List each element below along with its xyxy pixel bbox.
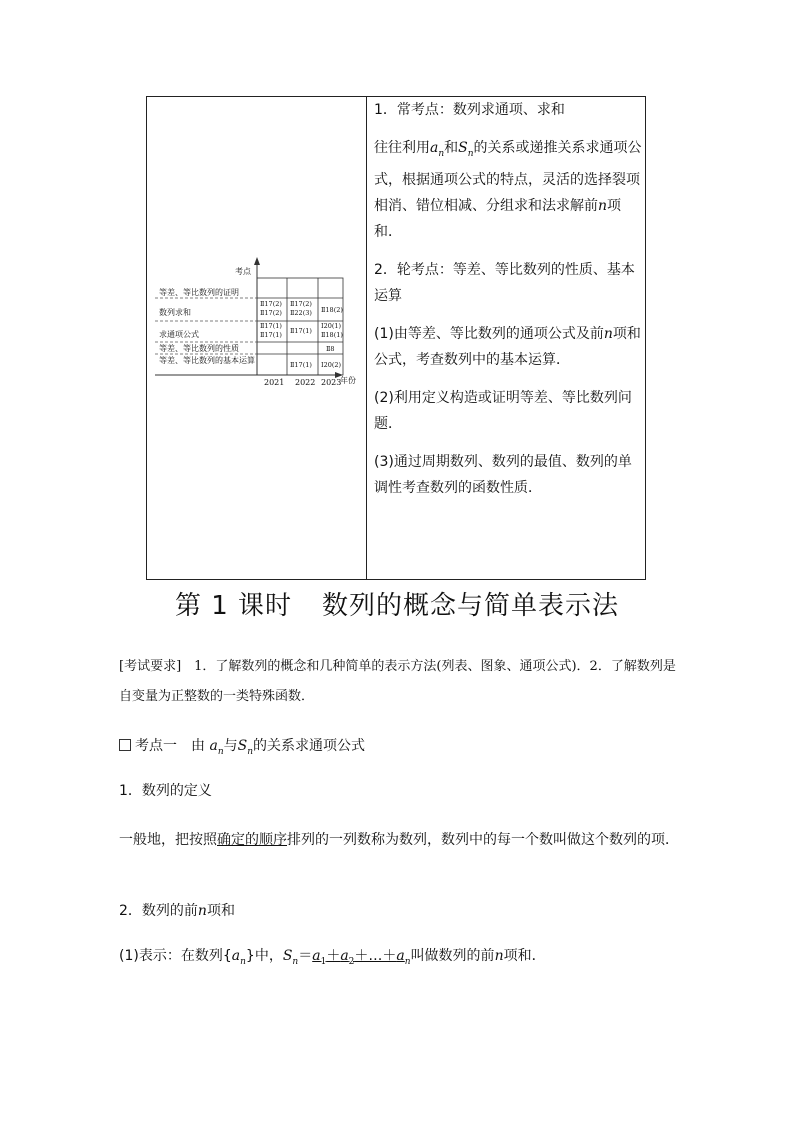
cell-3-2: Ⅱ8 bbox=[326, 345, 335, 353]
frequent-topic-heading: 1．常考点：数列求通项、求和 bbox=[374, 102, 565, 118]
exam-analysis-cell bbox=[374, 97, 644, 501]
section-partial-sum-heading: 2．数列的前n项和 bbox=[119, 903, 235, 919]
row-label-2: 求通项公式 bbox=[159, 330, 199, 339]
cell-2-1: Ⅱ17(1) bbox=[290, 327, 312, 335]
overview-table bbox=[146, 96, 646, 580]
rotating-topic-heading: 2．轮考点：等差、等比数列的性质、基本运算 bbox=[374, 261, 635, 304]
year-2: 2023 bbox=[321, 378, 342, 387]
cell-1-1b: Ⅱ22(3) bbox=[290, 309, 312, 317]
exam-chart-cell bbox=[147, 97, 366, 579]
topic-box-icon bbox=[119, 739, 131, 751]
column-divider bbox=[366, 97, 367, 579]
definition-paragraph: 一般地，把按照确定的顺序排列的一列数称为数列，数列中的每一个数叫做这个数列的项． bbox=[119, 832, 679, 848]
cell-1-2: Ⅱ18(2) bbox=[321, 306, 343, 314]
y-axis-arrow bbox=[254, 257, 260, 265]
lesson-number: 第 1 课时 bbox=[174, 591, 293, 621]
rotating-topic-item-3: (3)通过周期数列、数列的最值、数列的单调性考查数列的函数性质． bbox=[374, 453, 632, 496]
row-label-1: 数列求和 bbox=[159, 308, 191, 317]
page-title bbox=[0, 585, 794, 622]
partial-sum-definition: (1)表示：在数列$\{a_n\}$中，$S_n=a_1+a_2+\dots+a_n$叫做数列的前n项和． bbox=[119, 948, 546, 967]
rotating-topic-item-2: (2)利用定义构造或证明等差、等比数列问题． bbox=[374, 389, 632, 432]
frequent-topic-desc: 往往利用$a_n$和$S_n$的关系或递推关系求通项公式，根据通项公式的特点，灵活的选择裂项相消、错位相减、分组求和法求解前n项和． bbox=[374, 140, 642, 240]
cell-1-0a: Ⅱ17(2) bbox=[260, 300, 282, 308]
lesson-title: 数列的概念与简单表示法 bbox=[322, 591, 620, 621]
year-0: 2021 bbox=[264, 378, 285, 387]
cell-2-0a: Ⅱ17(1) bbox=[260, 322, 282, 330]
row-label-0: 等差、等比数列的证明 bbox=[159, 288, 239, 297]
cell-1-0b: Ⅱ17(2) bbox=[260, 309, 282, 317]
cell-4-2: Ⅰ20(2) bbox=[321, 361, 342, 369]
topic-one-heading: 考点一 由 $a_n$与$S_n$的关系求通项公式 bbox=[119, 735, 365, 757]
cell-2-2a: Ⅰ20(1) bbox=[321, 322, 342, 330]
x-axis-label: 年份 bbox=[340, 376, 356, 385]
rotating-topic-item-1: (1)由等差、等比数列的通项公式及前n项和公式，考查数列中的基本运算． bbox=[374, 325, 641, 368]
section-definition-heading: 1．数列的定义 bbox=[119, 783, 212, 799]
cell-1-1a: Ⅱ17(2) bbox=[290, 300, 312, 308]
exam-requirements: [考试要求] 1．了解数列的概念和几种简单的表示方法(列表、图象、通项公式)．2．了解数列是自变量为正整数的一类特殊函数． bbox=[119, 659, 676, 704]
year-1: 2022 bbox=[295, 378, 316, 387]
row-label-3: 等差、等比数列的性质 bbox=[159, 344, 239, 353]
cell-4-1: Ⅱ17(1) bbox=[290, 361, 312, 369]
cell-2-2b: Ⅱ18(1) bbox=[321, 331, 343, 339]
exam-frequency-chart bbox=[147, 97, 366, 581]
cell-2-0b: Ⅱ17(1) bbox=[260, 331, 282, 339]
row-label-4: 等差、等比数列的基本运算 bbox=[159, 356, 255, 365]
y-axis-label: 考点 bbox=[235, 267, 251, 276]
